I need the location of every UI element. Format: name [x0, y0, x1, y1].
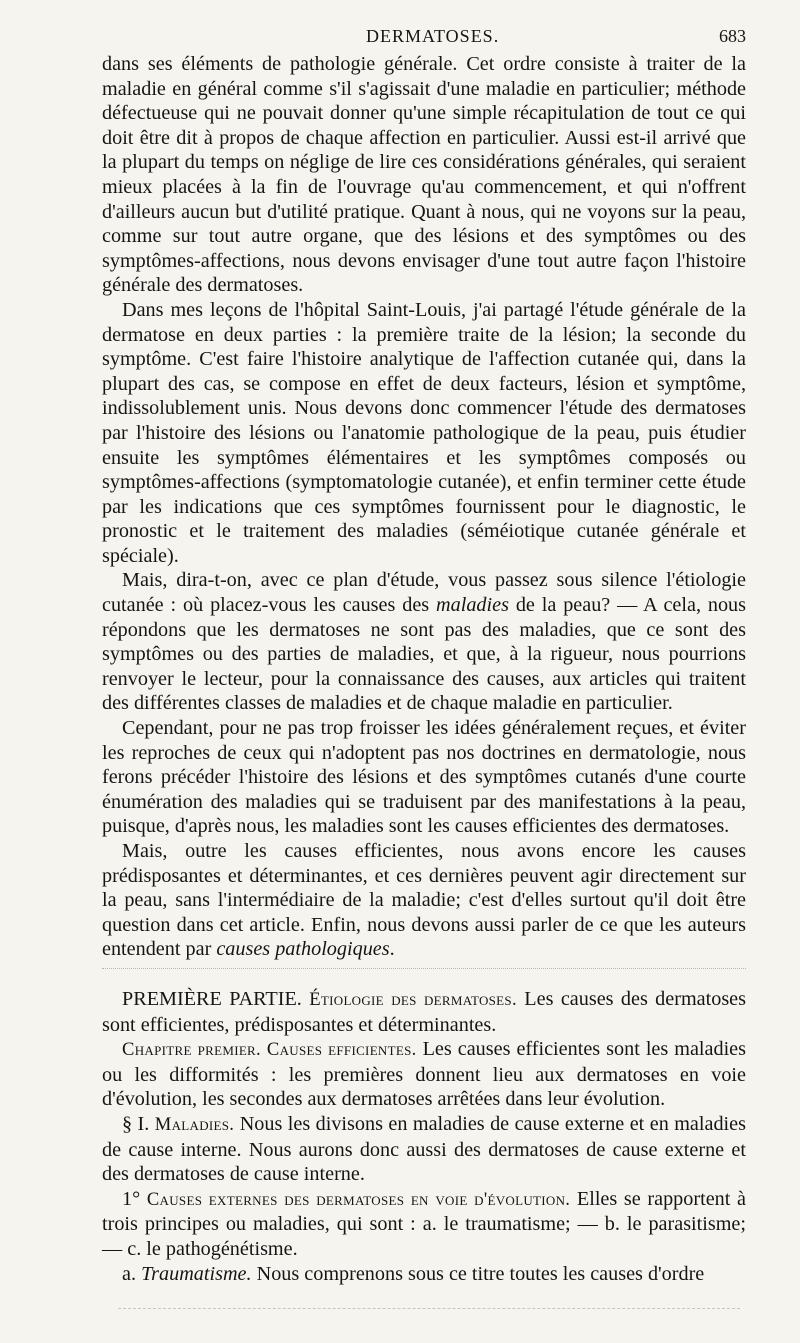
paragraph-text: Mais, dira-t-on, avec ce plan d'étude, vous passez sous silence l'étiologie cutanée : où placez-vous les causes des [102, 569, 746, 617]
paragraph-text: Mais, outre les causes efficientes, nous avons encore les causes prédisposantes et déterminantes, et ces dernières peuvent agir directement sur la peau, sans l'intermédiaire de la maladie; c'est d'elles surtout qu'il doit être question dans cet article. Enfin, nous devons aussi parler de ce que les auteurs entendent par [102, 840, 746, 961]
paragraph-text: . [389, 938, 395, 961]
page-body [102, 52, 746, 1286]
running-title: DERMATOSES. [366, 26, 500, 46]
paragraph-text: de la peau? — A cela, nous répondons que les dermatoses ne sont pas des maladies, que ce sont des symptômes ou des parties de maladies, et que, à la rigueur, nous pourrions renvoyer le lecteur, pour la connaissance des causes, aux articles qui traitent des différentes classes de maladies et de chaque maladie en particulier. [102, 594, 747, 715]
italic-term: maladies [436, 594, 509, 617]
chapter-paragraph [102, 1037, 746, 1112]
subsection-paragraph [102, 1187, 746, 1262]
paragraph-causes [102, 839, 746, 962]
paragraph-text: Les causes des dermatoses sont efficientes, prédisposantes et déterminantes. [102, 987, 746, 1036]
paragraph-lecons [102, 298, 746, 569]
italic-term: causes pathologiques [216, 938, 390, 961]
paragraph-cependant [102, 716, 746, 839]
paragraph-text: dans ses éléments de pathologie générale. Cet ordre consiste à traiter de la maladie en général comme s'il s'agissait d'une maladie en particulier; méthode défectueuse qui ne pouvait donner qu'une simple récapitulation de tout ce qui doit être dit à propos de chaque affection en particulier. Aussi est-il arrivé que la plupart du temps on néglige de lire ces considérations générales, qui seraient mieux placées à la fin de l'ouvrage qu'au commencement, et qui n'offrent d'ailleurs aucun but d'utilité pratique. Quant à nous, qui ne voyons sur la peau, comme sur tout autre organe, que des lésions et des symptômes ou des symptômes-affections, nous devons envisager d'une tout autre façon l'histoire générale des dermatoses. [102, 53, 746, 297]
section-title: Maladies. [154, 1113, 235, 1135]
subsection-title: Causes externes des dermatoses en voie d'évolution. [146, 1188, 571, 1210]
paragraph-text: Les causes efficientes sont les maladies ou les difformités : les premières donnent lieu aux dermatoses en voie d'évolution, les secondes aux dermatoses arrêtées dans leur évolution. [102, 1038, 746, 1111]
section-paragraph [102, 1112, 746, 1187]
section-separator [102, 968, 746, 983]
page-header [102, 22, 746, 52]
item-letter: a. [122, 1262, 137, 1285]
paragraph-text: Dans mes leçons de l'hôpital Saint-Louis, j'ai partagé l'étude générale de la dermatose en deux parties : la première traite de la lésion; la seconde du symptôme. C'est faire l'histoire analytique de l'affection cutanée qui, dans la plupart des cas, se compose en effet de deux facteurs, lésion et symptôme, indissolublement unis. Nous devons donc commencer l'étude des dermatoses par l'histoire des lésions ou l'anatomie pathologique de la peau, puis étudier ensuite les symptômes élémentaires et les symptômes composés ou symptômes-affections (symptomatologie cutanée), et enfin terminer cette étude par les indications que ces symptômes fournissent pour le diagnostic, le pronostic et le traitement des maladies (séméiotique cutanée générale et spéciale). [102, 298, 746, 567]
part-heading-paragraph [102, 987, 746, 1037]
section-number: § I. [122, 1112, 150, 1135]
paragraph-text: Nous comprenons sous ce titre toutes les causes d'ordre [251, 1262, 705, 1285]
subsection-number: 1° [122, 1187, 141, 1210]
page-number: 683 [719, 26, 746, 46]
item-title: Traumatisme. [141, 1262, 252, 1285]
part-subject: Étiologie des dermatoses. [309, 988, 517, 1010]
chapter-title: Chapitre premier. Causes efficientes. [122, 1039, 417, 1061]
paragraph-continuation [102, 52, 746, 298]
bleed-through-line [118, 1308, 740, 1309]
paragraph-text: Nous les divisons en maladies de cause externe et en maladies de cause interne. Nous aurons donc aussi des dermatoses de cause externe et des dermatoses de cause interne. [102, 1112, 746, 1186]
traumatisme-paragraph [102, 1262, 746, 1287]
paragraph-text: Elles se rapportent à trois principes ou maladies, qui sont : a. le traumatisme; — b. le parasitisme; — c. le pathogénétisme. [102, 1187, 746, 1260]
paragraph-objection [102, 568, 746, 716]
part-title: PREMIÈRE PARTIE. [122, 987, 302, 1010]
paragraph-text: Cependant, pour ne pas trop froisser les idées généralement reçues, et éviter les reproches de ceux qui n'adoptent pas nos doctrines en dermatologie, nous ferons précéder l'histoire des lésions et des symptômes cutanés d'une courte énumération des maladies qui se traduisent par des manifestations à la peau, puisque, d'après nous, les maladies sont les causes efficientes des dermatoses. [102, 717, 746, 838]
